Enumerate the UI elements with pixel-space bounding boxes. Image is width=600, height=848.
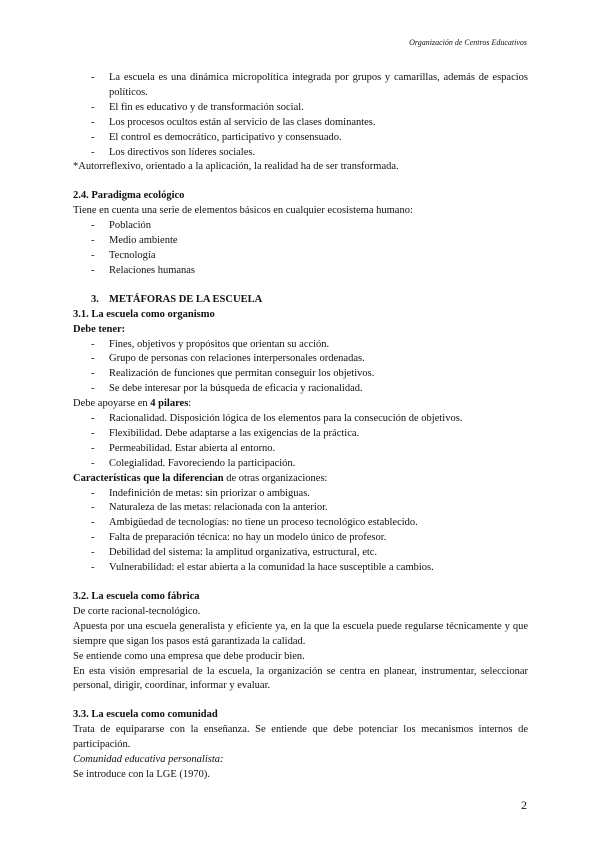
list-item: - Indefinición de metas: sin priorizar o ambiguas. [73,487,528,502]
debe-tener-list [73,338,528,398]
heading-3 [73,293,528,308]
pilares-line [73,397,528,412]
list-item: - El fin es educativo y de transformación social. [73,101,528,116]
caract-bold: Características que la diferencian [73,472,224,484]
pilares-bold: 4 pilares [150,398,189,410]
heading-3-1: 3.1. La escuela como organismo [73,308,215,320]
list-item: - Población [73,219,528,234]
list-item: - Debilidad del sistema: la amplitud organizativa, estructural, etc. [73,546,528,561]
page-number: 2 [521,798,527,812]
list-item: - Flexibilidad. Debe adaptarse a las exigencias de la práctica. [73,427,528,442]
subheading-comunidad: Comunidad educativa personalista: [73,754,224,766]
list-item: - La escuela es una dinámica micropolítica integrada por grupos y camarillas, además de espacios políticos. [73,71,528,101]
list-item: - Los directivos son líderes sociales. [73,146,528,161]
list-item: - El control es democrático, participativo y consensuado. [73,131,528,146]
paragraph: Se introduce con la LGE (1970). [73,768,211,780]
paragraph: De corte racional-tecnológico. [73,605,201,617]
list-item: - Colegialidad. Favoreciendo la participación. [73,457,528,472]
list-item: - Fines, objetivos y propósitos que orientan su acción. [73,338,528,353]
list-item: - Relaciones humanas [73,264,528,279]
pilares-list [73,412,528,472]
list-item: - Se debe interesar por la búsqueda de eficacia y racionalidad. [73,382,528,397]
heading-3-2: 3.2. La escuela como fábrica [73,591,200,602]
list-item: - Racionalidad. Disposición lógica de los elementos para la consecución de objetivos. [73,412,528,427]
list-item: - Permeabilidad. Estar abierta al entorno. [73,442,528,457]
list-item: - Ambigüedad de tecnologías: no tiene un proceso tecnológico establecido. [73,516,528,531]
pilares-post: : [188,398,192,410]
list-item: - Vulnerabilidad: el estar abierta a la comunidad la hace susceptible a cambios. [73,561,528,576]
paragraph: Se entiende como una empresa que debe producir bien. [73,650,305,662]
heading-2-4: 2.4. Paradigma ecológico [73,190,185,202]
heading-3-3: 3.3. La escuela como comunidad [73,709,218,721]
caract-line [73,472,528,487]
list-item: - Medio ambiente [73,234,528,249]
list-item: - Realización de funciones que permitan conseguir los objetivos. [73,367,528,382]
caract-list [73,487,528,576]
paragraph: En esta visión empresarial de la escuela, la organización se centra en planear, instrumentar, seleccionar personal, dirigir, coordinar, informar y evaluar. [73,665,528,692]
paragraph: Trata de equipararse con la enseñanza. Se entiende que debe potenciar los mecanismos internos de participación. [73,724,528,751]
list-item: - Los procesos ocultos están al servicio de las clases dominantes. [73,116,528,131]
list-item: - Naturaleza de las metas: relacionada con la anterior. [73,501,528,516]
pilares-pre: Debe apoyarse en [73,398,151,410]
ecosystem-list [73,219,528,279]
paragraph: Tiene en cuenta una serie de elementos básicos en cualquier ecosistema humano: [73,205,413,217]
list-item: - Tecnología [73,249,528,264]
intro-note: *Autorreflexivo, orientado a la aplicación, la realidad ha de ser transformada. [73,161,399,173]
intro-list [73,71,528,160]
running-header: Organización de Centros Educativos [409,38,527,47]
debe-tener-label: Debe tener: [73,323,126,335]
caract-post: de otras organizaciones: [223,472,328,484]
section-title: METÁFORAS DE LA ESCUELA [109,293,263,305]
list-item: - Falta de preparación técnica: no hay un modelo único de profesor. [73,531,528,546]
section-number: 3. [91,293,99,305]
paragraph: Apuesta por una escuela generalista y eficiente ya, en la que la escuela puede regularse técnicamente y que siempre que sigan los pasos está garantizada la calidad. [73,620,528,647]
page-content [73,71,528,783]
list-item: - Grupo de personas con relaciones interpersonales ordenadas. [73,352,528,367]
